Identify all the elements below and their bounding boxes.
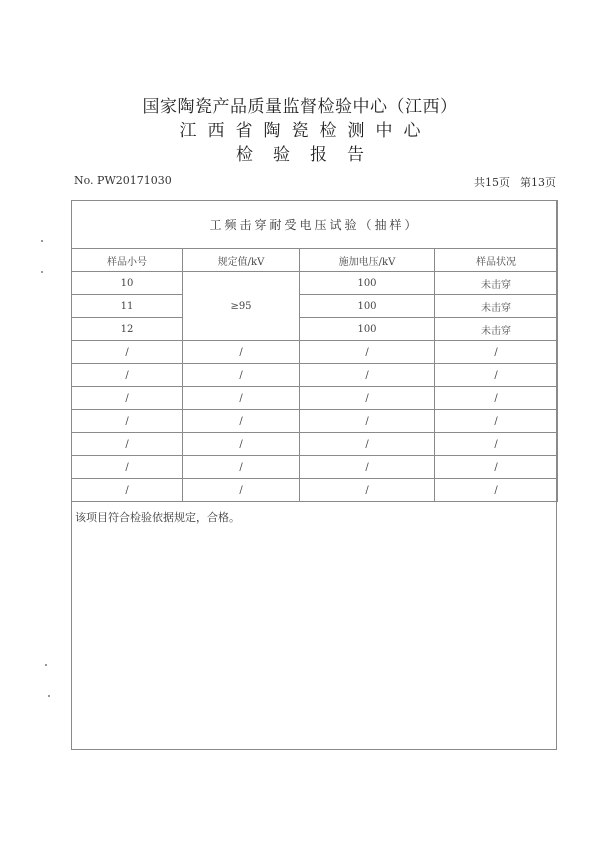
empty-cell: / [72, 433, 183, 456]
table-row [72, 387, 558, 410]
empty-cell: / [72, 410, 183, 433]
table-row [72, 272, 558, 295]
empty-cell: / [435, 456, 558, 479]
table-row [72, 456, 558, 479]
empty-cell: / [72, 479, 183, 502]
empty-cell: / [300, 479, 435, 502]
table-row [72, 364, 558, 387]
sample-id: 11 [72, 295, 183, 318]
current-page: 第13页 [520, 176, 556, 189]
empty-cell: / [300, 456, 435, 479]
spec-value: ≥95 [183, 272, 300, 341]
empty-cell: / [435, 341, 558, 364]
empty-cell: / [300, 433, 435, 456]
empty-cell: / [183, 410, 300, 433]
table-row [72, 479, 558, 502]
scan-speck [41, 271, 43, 273]
empty-cell: / [72, 387, 183, 410]
test-results-table [71, 200, 558, 502]
empty-cell: / [435, 433, 558, 456]
empty-cell: / [183, 433, 300, 456]
empty-cell: / [300, 364, 435, 387]
sample-id: 12 [72, 318, 183, 341]
conclusion-text: 该项目符合检验依据规定，合格。 [75, 511, 240, 524]
sample-status: 未击穿 [435, 318, 558, 341]
table-row [72, 341, 558, 364]
total-pages: 共15页 [474, 176, 510, 189]
empty-cell: / [435, 479, 558, 502]
empty-cell: / [435, 410, 558, 433]
table-header-row [72, 249, 558, 272]
empty-cell: / [72, 456, 183, 479]
empty-cell: / [183, 341, 300, 364]
empty-cell: / [183, 479, 300, 502]
column-header: 样品小号 [72, 249, 183, 272]
empty-cell: / [183, 364, 300, 387]
empty-cell: / [435, 387, 558, 410]
empty-cell: / [72, 364, 183, 387]
empty-cell: / [72, 341, 183, 364]
sample-id: 10 [72, 272, 183, 295]
applied-voltage: 100 [300, 272, 435, 295]
applied-voltage: 100 [300, 295, 435, 318]
sample-status: 未击穿 [435, 295, 558, 318]
table-row [72, 318, 558, 341]
scan-speck [41, 240, 43, 242]
table-row [72, 295, 558, 318]
page-info [464, 174, 556, 190]
applied-voltage: 100 [300, 318, 435, 341]
column-header: 施加电压/kV [300, 249, 435, 272]
empty-cell: / [435, 364, 558, 387]
scan-speck [45, 664, 47, 666]
table-row [72, 410, 558, 433]
empty-cell: / [183, 387, 300, 410]
table-title: 工频击穿耐受电压试验（抽样） [72, 201, 558, 249]
empty-cell: / [300, 410, 435, 433]
report-number: No. PW20171030 [74, 174, 172, 187]
table-row [72, 433, 558, 456]
sample-status: 未击穿 [435, 272, 558, 295]
center-subname-line: 江西省陶瓷检测中心 [179, 121, 432, 141]
empty-cell: / [300, 387, 435, 410]
scan-speck [48, 695, 50, 697]
column-header: 样品状况 [435, 249, 558, 272]
column-header: 规定值/kV [183, 249, 300, 272]
report-title: 检验报告 [236, 145, 384, 165]
empty-cell: / [183, 456, 300, 479]
center-name-line: 国家陶瓷产品质量监督检验中心（江西） [142, 97, 458, 117]
table-title-row [72, 201, 558, 249]
empty-cell: / [300, 341, 435, 364]
